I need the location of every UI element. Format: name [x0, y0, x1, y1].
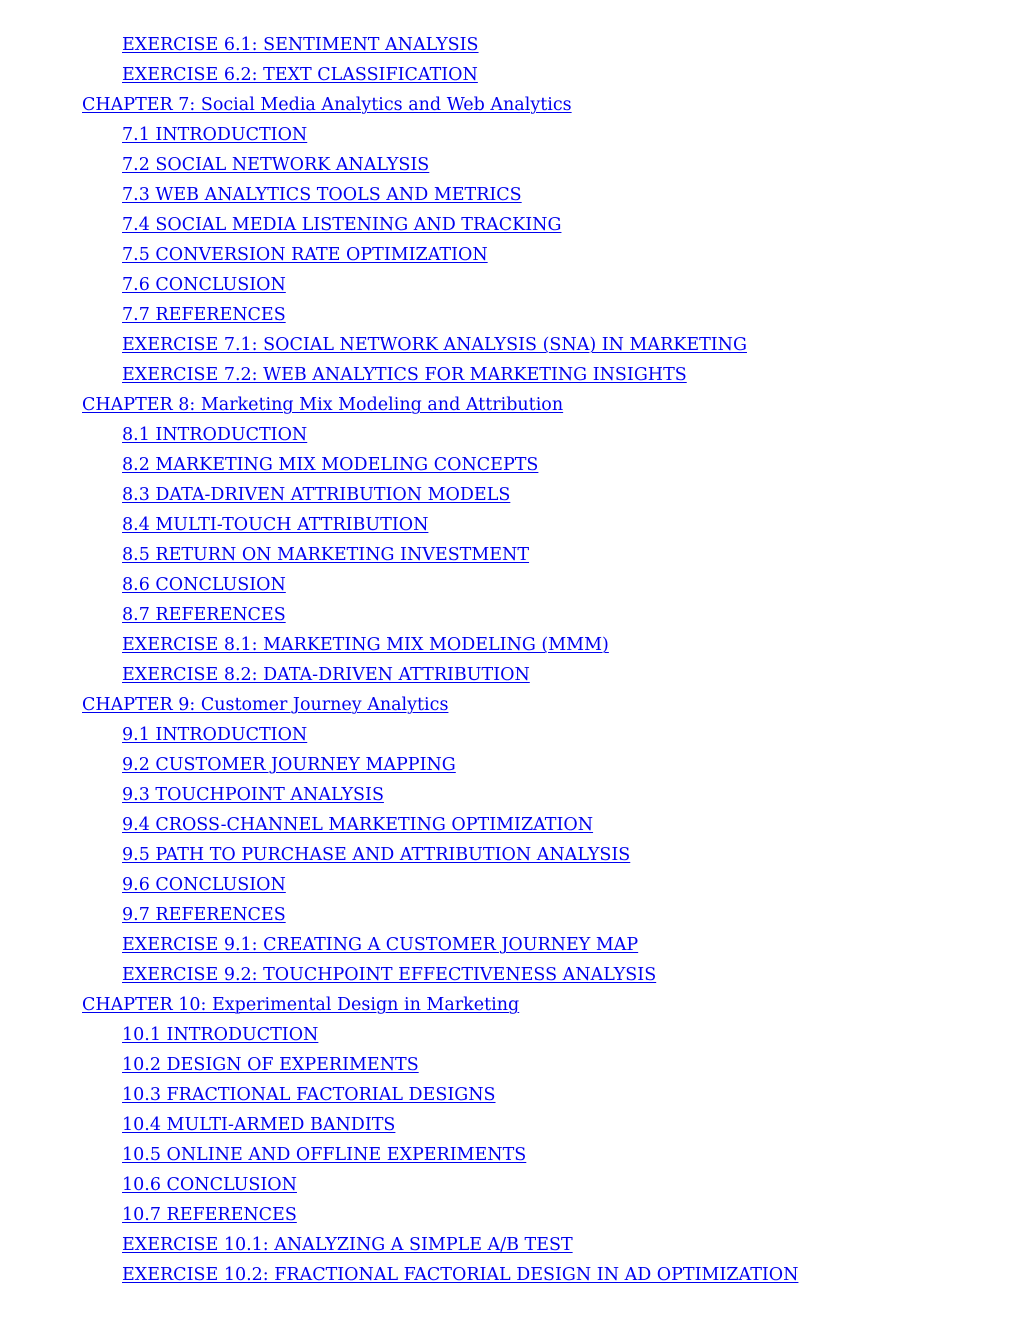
- toc-section-link[interactable]: 10.1 INTRODUCTION: [122, 1025, 319, 1045]
- toc-section-link[interactable]: 7.7 REFERENCES: [122, 305, 286, 325]
- toc-section-link[interactable]: 8.3 DATA-DRIVEN ATTRIBUTION MODELS: [122, 485, 511, 505]
- toc-section-link[interactable]: 8.4 MULTI-TOUCH ATTRIBUTION: [122, 515, 429, 535]
- toc-section-link[interactable]: 7.1 INTRODUCTION: [122, 125, 308, 145]
- toc-section-row: [82, 900, 982, 930]
- toc-section-link[interactable]: 10.2 DESIGN OF EXPERIMENTS: [122, 1055, 419, 1075]
- toc-section-row: [82, 1020, 982, 1050]
- toc-section-link[interactable]: 9.6 CONCLUSION: [122, 875, 286, 895]
- toc-section-link[interactable]: 9.4 CROSS-CHANNEL MARKETING OPTIMIZATION: [122, 815, 594, 835]
- toc-section-link[interactable]: EXERCISE 7.2: WEB ANALYTICS FOR MARKETING INSIGHTS: [122, 365, 687, 385]
- toc-section-link[interactable]: EXERCISE 9.1: CREATING A CUSTOMER JOURNEY MAP: [122, 935, 639, 955]
- toc-section-row: [82, 780, 982, 810]
- toc-section-row: [82, 420, 982, 450]
- toc-section-link[interactable]: 9.1 INTRODUCTION: [122, 725, 308, 745]
- toc-section-row: [82, 330, 982, 360]
- toc-section-row: [82, 30, 982, 60]
- toc-section-row: [82, 870, 982, 900]
- toc-section-link[interactable]: 7.5 CONVERSION RATE OPTIMIZATION: [122, 245, 488, 265]
- toc-section-link[interactable]: 10.7 REFERENCES: [122, 1205, 297, 1225]
- toc-section-row: [82, 510, 982, 540]
- toc-section-link[interactable]: 10.4 MULTI-ARMED BANDITS: [122, 1115, 396, 1135]
- toc-chapter-link[interactable]: CHAPTER 9: Customer Journey Analytics: [82, 695, 449, 715]
- toc-section-row: [82, 720, 982, 750]
- toc-section-row: [82, 750, 982, 780]
- toc-section-row: [82, 810, 982, 840]
- toc-section-link[interactable]: 7.2 SOCIAL NETWORK ANALYSIS: [122, 155, 430, 175]
- toc-section-row: [82, 360, 982, 390]
- toc-section-row: [82, 540, 982, 570]
- toc-chapter-link[interactable]: CHAPTER 10: Experimental Design in Marketing: [82, 995, 520, 1015]
- toc-section-link[interactable]: 7.6 CONCLUSION: [122, 275, 286, 295]
- toc-section-link[interactable]: 8.6 CONCLUSION: [122, 575, 286, 595]
- toc-section-row: [82, 240, 982, 270]
- toc-section-link[interactable]: EXERCISE 7.1: SOCIAL NETWORK ANALYSIS (SNA) IN MARKETING: [122, 335, 747, 355]
- toc-section-row: [82, 300, 982, 330]
- toc-section-row: [82, 1230, 982, 1260]
- toc-section-row: [82, 120, 982, 150]
- toc-section-row: [82, 660, 982, 690]
- toc-chapter-row: [82, 990, 982, 1020]
- toc-section-row: [82, 600, 982, 630]
- toc-section-link[interactable]: 7.3 WEB ANALYTICS TOOLS AND METRICS: [122, 185, 522, 205]
- toc-section-row: [82, 450, 982, 480]
- toc-section-link[interactable]: EXERCISE 10.1: ANALYZING A SIMPLE A/B TEST: [122, 1235, 573, 1255]
- toc-section-row: [82, 1080, 982, 1110]
- toc-section-link[interactable]: 8.1 INTRODUCTION: [122, 425, 308, 445]
- toc-section-link[interactable]: EXERCISE 6.1: SENTIMENT ANALYSIS: [122, 35, 479, 55]
- toc-section-row: [82, 570, 982, 600]
- toc-section-link[interactable]: EXERCISE 8.1: MARKETING MIX MODELING (MMM): [122, 635, 609, 655]
- toc-section-link[interactable]: EXERCISE 6.2: TEXT CLASSIFICATION: [122, 65, 478, 85]
- toc-section-row: [82, 210, 982, 240]
- toc-chapter-link[interactable]: CHAPTER 8: Marketing Mix Modeling and Attribution: [82, 395, 564, 415]
- toc-chapter-row: [82, 90, 982, 120]
- toc-section-row: [82, 1260, 982, 1290]
- toc-section-link[interactable]: 9.5 PATH TO PURCHASE AND ATTRIBUTION ANALYSIS: [122, 845, 631, 865]
- toc-section-link[interactable]: 9.3 TOUCHPOINT ANALYSIS: [122, 785, 384, 805]
- toc-section-link[interactable]: 10.6 CONCLUSION: [122, 1175, 297, 1195]
- toc-section-link[interactable]: 8.5 RETURN ON MARKETING INVESTMENT: [122, 545, 530, 565]
- toc-section-link[interactable]: EXERCISE 9.2: TOUCHPOINT EFFECTIVENESS ANALYSIS: [122, 965, 657, 985]
- toc-section-row: [82, 930, 982, 960]
- toc-chapter-row: [82, 390, 982, 420]
- toc-section-row: [82, 480, 982, 510]
- toc-section-row: [82, 1110, 982, 1140]
- toc-section-row: [82, 960, 982, 990]
- toc-section-link[interactable]: 9.7 REFERENCES: [122, 905, 286, 925]
- toc-section-row: [82, 150, 982, 180]
- toc-section-row: [82, 60, 982, 90]
- toc-chapter-link[interactable]: CHAPTER 7: Social Media Analytics and Web Analytics: [82, 95, 572, 115]
- toc-section-row: [82, 630, 982, 660]
- toc-section-row: [82, 180, 982, 210]
- toc-section-link[interactable]: EXERCISE 8.2: DATA-DRIVEN ATTRIBUTION: [122, 665, 530, 685]
- toc-section-row: [82, 270, 982, 300]
- toc-section-link[interactable]: 10.5 ONLINE AND OFFLINE EXPERIMENTS: [122, 1145, 527, 1165]
- toc-chapter-row: [82, 690, 982, 720]
- toc-section-link[interactable]: 8.7 REFERENCES: [122, 605, 286, 625]
- toc-section-row: [82, 1170, 982, 1200]
- toc-section-row: [82, 1200, 982, 1230]
- toc-section-link[interactable]: 8.2 MARKETING MIX MODELING CONCEPTS: [122, 455, 539, 475]
- toc-section-link[interactable]: 7.4 SOCIAL MEDIA LISTENING AND TRACKING: [122, 215, 562, 235]
- toc-section-row: [82, 1140, 982, 1170]
- toc-section-link[interactable]: EXERCISE 10.2: FRACTIONAL FACTORIAL DESIGN IN AD OPTIMIZATION: [122, 1265, 799, 1285]
- toc-section-link[interactable]: 9.2 CUSTOMER JOURNEY MAPPING: [122, 755, 456, 775]
- toc-section-row: [82, 1050, 982, 1080]
- table-of-contents: [82, 30, 982, 1290]
- toc-section-link[interactable]: 10.3 FRACTIONAL FACTORIAL DESIGNS: [122, 1085, 496, 1105]
- toc-section-row: [82, 840, 982, 870]
